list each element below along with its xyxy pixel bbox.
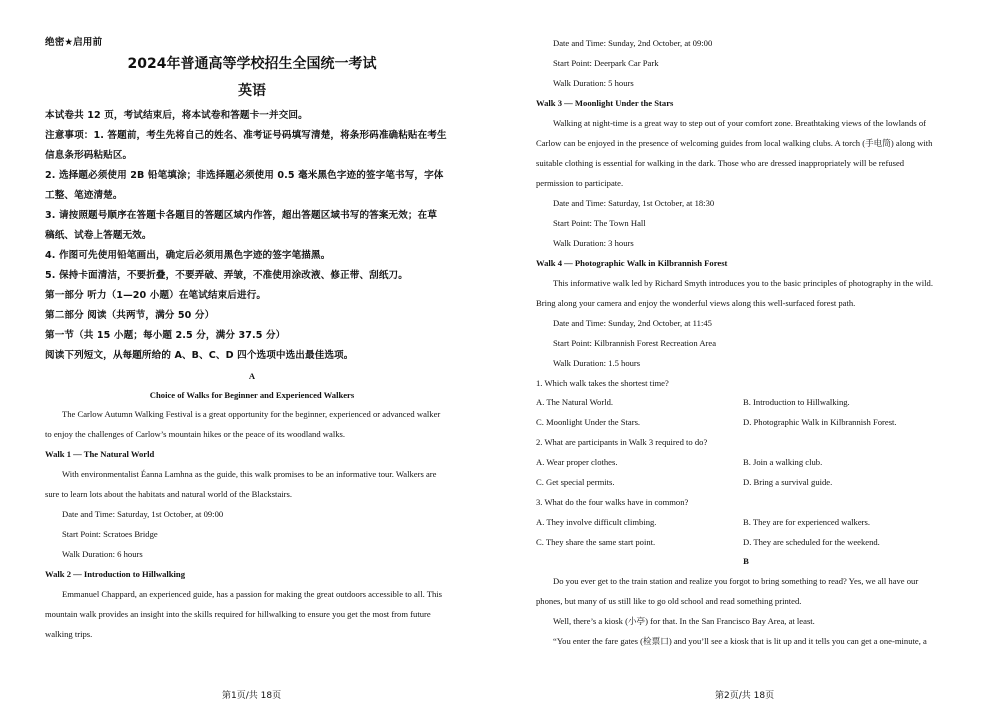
paragraph-line: Well, there’s a kiosk (小亭) for that. In the San Francisco Bay Area, at least. [553, 616, 815, 626]
walk-detail: Walk Duration: 3 hours [553, 238, 634, 248]
paragraph-line: Carlow can be enjoyed in the presence of welcoming guides from local walking clubs. A torch (手电筒) along with [536, 138, 933, 148]
paragraph-line: Emmanuel Chappard, an experienced guide, has a passion for making the great outdoors accessible to all. This [62, 589, 443, 599]
exam-title: 2024年普通高等学校招生全国统一考试 [127, 56, 377, 72]
paragraph-line: “You enter the fare gates (检票口) and you’ll see a kiosk that is lit up and it tells you can get a one-minute, a [553, 636, 927, 646]
instruction-line: 3. 请按照题号顺序在答题卡各题目的答题区域内作答，超出答题区域书写的答案无效；在草 [45, 210, 438, 221]
walk-detail: Start Point: Scratoes Bridge [62, 529, 158, 539]
instruction-line: 信息条形码粘贴区。 [45, 150, 133, 161]
question-1-option-b: B. Introduction to Hillwalking. [743, 397, 850, 407]
paragraph-line: sure to learn lots about the habitats and natural world of the Blackstairs. [45, 489, 293, 499]
paragraph-line: walking trips. [45, 629, 93, 639]
question-1-option-d: D. Photographic Walk in Kilbrannish Forest. [743, 417, 897, 427]
instruction-line: 稿纸、试卷上答题无效。 [45, 230, 152, 241]
walk-detail: Start Point: The Town Hall [553, 218, 646, 228]
section-line: 阅读下列短文，从每题所给的 A、B、C、D 四个选项中选出最佳选项。 [45, 350, 354, 361]
question-3-option-c: C. They share the same start point. [536, 537, 656, 547]
passage-title: Choice of Walks for Beginner and Experienced Walkers [149, 390, 355, 400]
instruction-line: 2. 选择题必须使用 2B 铅笔填涂；非选择题必须使用 0.5 毫米黑色字迹的签字笔书写，字体 [45, 170, 444, 181]
walk-detail: Walk Duration: 6 hours [62, 549, 143, 559]
walk-3-heading: Walk 3 — Moonlight Under the Stars [536, 98, 674, 108]
section-a-label: A [248, 371, 256, 381]
subject-title: 英语 [238, 83, 266, 99]
section-line: 第一节（共 15 小题；每小题 2.5 分，满分 37.5 分） [45, 330, 286, 341]
section-line: 第二部分 阅读（共两节，满分 50 分） [45, 310, 215, 321]
question-2-option-d: D. Bring a survival guide. [743, 477, 833, 487]
paragraph-line: Walking at night-time is a great way to step out of your comfort zone. Breathtaking views of the lowlands of [553, 118, 927, 128]
instruction-line: 5. 保持卡面清洁，不要折叠，不要弄破、弄皱，不准使用涂改液、修正带、刮纸刀。 [45, 270, 408, 281]
paragraph-line: phones, but many of us still like to go old school and read something printed. [536, 596, 802, 606]
instruction-line: 本试卷共 12 页，考试结束后，将本试卷和答题卡一并交回。 [45, 110, 308, 121]
page-1-footer: 第1页/共 18页 [222, 691, 282, 701]
section-b-label: B [743, 556, 749, 566]
question-2-option-a: A. Wear proper clothes. [536, 457, 618, 467]
question-1-option-a: A. The Natural World. [536, 397, 614, 407]
paragraph-line: suitable clothing is essential for walking in the dark. Those who are dressed inappropriately will be refused [536, 158, 905, 168]
question-2-stem: 2. What are participants in Walk 3 required to do? [536, 437, 708, 447]
walk-detail: Date and Time: Saturday, 1st October, at 09:00 [62, 509, 224, 519]
instruction-line: 注意事项：1. 答题前，考生先将自己的姓名、准考证号码填写清楚，将条形码准确粘贴在考生 [45, 130, 447, 141]
instruction-line: 工整、笔迹清楚。 [45, 190, 123, 201]
paragraph-line: This informative walk led by Richard Smyth introduces you to the basic principles of photography in the wild. [553, 278, 933, 288]
walk-detail: Start Point: Deerpark Car Park [553, 58, 659, 68]
section-line: 第一部分 听力（1—20 小题）在笔试结束后进行。 [45, 290, 267, 301]
paragraph-line: mountain walk provides an insight into the skills required for hillwalking to ensure you get the most from future [45, 609, 431, 619]
page-2-footer: 第2页/共 18页 [715, 691, 775, 701]
walk-4-heading: Walk 4 — Photographic Walk in Kilbrannish Forest [536, 258, 728, 268]
question-3-option-a: A. They involve difficult climbing. [536, 517, 657, 527]
question-1-option-c: C. Moonlight Under the Stars. [536, 417, 641, 427]
question-3-option-b: B. They are for experienced walkers. [743, 517, 871, 527]
walk-detail: Date and Time: Saturday, 1st October, at 18:30 [553, 198, 715, 208]
instruction-line: 4. 作图可先使用铅笔画出，确定后必须用黑色字迹的签字笔描黑。 [45, 250, 331, 261]
paragraph-line: permission to participate. [536, 178, 624, 188]
question-1-stem: 1. Which walk takes the shortest time? [536, 378, 669, 388]
question-3-option-d: D. They are scheduled for the weekend. [743, 537, 880, 547]
walk-detail: Walk Duration: 1.5 hours [553, 358, 641, 368]
walk-2-heading: Walk 2 — Introduction to Hillwalking [45, 569, 185, 579]
question-2-option-c: C. Get special permits. [536, 477, 615, 487]
walk-detail: Walk Duration: 5 hours [553, 78, 634, 88]
walk-detail: Date and Time: Sunday, 2nd October, at 09:00 [553, 38, 713, 48]
paragraph-line: With environmentalist Éanna Lamhna as the guide, this walk promises to be an informative tour. Walkers are [62, 469, 437, 479]
secret-label: 绝密★启用前 [45, 37, 103, 48]
paragraph-line: to enjoy the challenges of Carlow’s mountain hikes or the peace of its woodland walks. [45, 429, 345, 439]
walk-1-heading: Walk 1 — The Natural World [45, 449, 155, 459]
paragraph-line: Bring along your camera and enjoy the wonderful views along this well-surfaced forest path. [536, 298, 856, 308]
walk-detail: Date and Time: Sunday, 2nd October, at 11:45 [553, 318, 712, 328]
paragraph-line: The Carlow Autumn Walking Festival is a great opportunity for the beginner, experienced or advanced walker [62, 409, 441, 419]
paragraph-line: Do you ever get to the train station and realize you forgot to bring something to read? Yes, we all have our [553, 576, 919, 586]
walk-detail: Start Point: Kilbrannish Forest Recreation Area [553, 338, 717, 348]
question-2-option-b: B. Join a walking club. [743, 457, 823, 467]
question-3-stem: 3. What do the four walks have in common? [536, 497, 689, 507]
